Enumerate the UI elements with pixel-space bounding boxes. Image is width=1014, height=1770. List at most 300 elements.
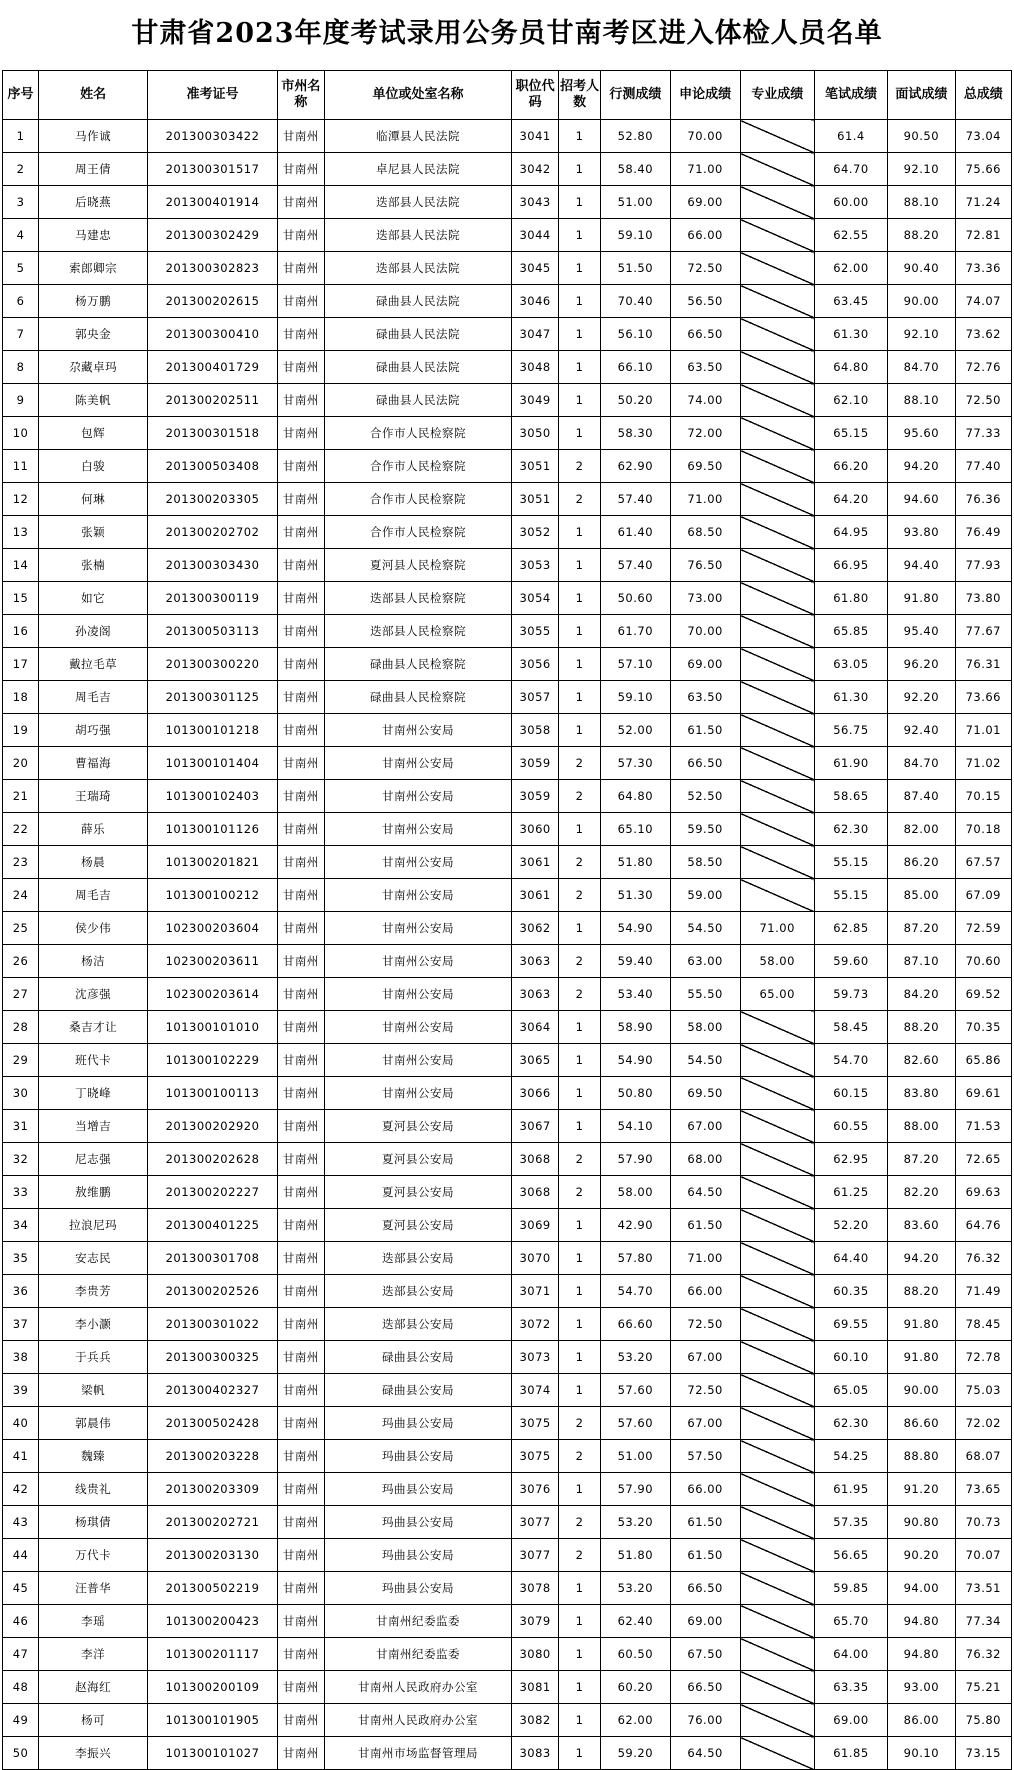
written-score-cell: 62.30 <box>814 1407 887 1440</box>
interview-score-cell: 91.80 <box>888 1341 956 1374</box>
major-score-empty-cell <box>740 813 814 846</box>
major-score-empty-cell <box>740 582 814 615</box>
quota-cell: 1 <box>559 1341 601 1374</box>
city-cell: 甘南州 <box>277 384 324 417</box>
total-score-cell: 64.76 <box>955 1209 1011 1242</box>
xingce-score-cell: 58.40 <box>600 153 670 186</box>
table-row <box>3 945 1012 978</box>
unit-cell: 迭部县人民检察院 <box>325 615 512 648</box>
interview-score-cell: 84.70 <box>888 747 956 780</box>
quota-cell: 1 <box>559 1671 601 1704</box>
written-score-cell: 61.95 <box>814 1473 887 1506</box>
name-cell: 曹福海 <box>39 747 148 780</box>
city-cell: 甘南州 <box>277 912 324 945</box>
xingce-score-cell: 42.90 <box>600 1209 670 1242</box>
xingce-score-cell: 57.80 <box>600 1242 670 1275</box>
interview-score-cell: 88.20 <box>888 1011 956 1044</box>
table-row <box>3 846 1012 879</box>
quota-cell: 1 <box>559 1209 601 1242</box>
total-score-cell: 71.49 <box>955 1275 1011 1308</box>
position-code-cell: 3053 <box>511 549 558 582</box>
shenlun-score-cell: 70.00 <box>670 120 740 153</box>
position-code-cell: 3055 <box>511 615 558 648</box>
written-score-cell: 55.15 <box>814 879 887 912</box>
quota-cell: 1 <box>559 219 601 252</box>
xingce-score-cell: 51.00 <box>600 186 670 219</box>
exam-id-cell: 201300202227 <box>148 1176 278 1209</box>
total-score-cell: 72.50 <box>955 384 1011 417</box>
quota-cell: 1 <box>559 153 601 186</box>
shenlun-score-cell: 71.00 <box>670 483 740 516</box>
major-score-empty-cell <box>740 120 814 153</box>
shenlun-score-cell: 55.50 <box>670 978 740 1011</box>
position-code-cell: 3058 <box>511 714 558 747</box>
written-score-cell: 59.85 <box>814 1572 887 1605</box>
city-cell: 甘南州 <box>277 516 324 549</box>
quota-cell: 1 <box>559 252 601 285</box>
position-code-cell: 3041 <box>511 120 558 153</box>
exam-id-cell: 201300502219 <box>148 1572 278 1605</box>
shenlun-score-cell: 58.00 <box>670 1011 740 1044</box>
table-row <box>3 1605 1012 1638</box>
position-code-cell: 3052 <box>511 516 558 549</box>
quota-cell: 1 <box>559 1044 601 1077</box>
table-row <box>3 1308 1012 1341</box>
seq-cell: 7 <box>3 318 39 351</box>
quota-cell: 1 <box>559 549 601 582</box>
unit-cell: 夏河县公安局 <box>325 1209 512 1242</box>
name-cell: 杨琪倩 <box>39 1506 148 1539</box>
table-row <box>3 1077 1012 1110</box>
exam-id-cell: 101300201117 <box>148 1638 278 1671</box>
total-score-cell: 72.81 <box>955 219 1011 252</box>
name-cell: 于兵兵 <box>39 1341 148 1374</box>
interview-score-cell: 92.20 <box>888 681 956 714</box>
total-score-cell: 76.32 <box>955 1638 1011 1671</box>
table-row <box>3 1440 1012 1473</box>
total-score-cell: 70.73 <box>955 1506 1011 1539</box>
position-code-cell: 3050 <box>511 417 558 450</box>
unit-cell: 迭部县人民法院 <box>325 219 512 252</box>
total-score-cell: 71.01 <box>955 714 1011 747</box>
interview-score-cell: 91.80 <box>888 582 956 615</box>
major-score-empty-cell <box>740 747 814 780</box>
name-cell: 赵海红 <box>39 1671 148 1704</box>
major-score-empty-cell <box>740 780 814 813</box>
seq-cell: 42 <box>3 1473 39 1506</box>
written-score-cell: 64.20 <box>814 483 887 516</box>
seq-cell: 45 <box>3 1572 39 1605</box>
major-score-empty-cell <box>740 1143 814 1176</box>
total-score-cell: 77.93 <box>955 549 1011 582</box>
exam-id-cell: 201300202920 <box>148 1110 278 1143</box>
shenlun-score-cell: 67.00 <box>670 1407 740 1440</box>
quota-cell: 2 <box>559 846 601 879</box>
name-cell: 当增吉 <box>39 1110 148 1143</box>
table-row <box>3 1275 1012 1308</box>
quota-cell: 1 <box>559 417 601 450</box>
exam-id-cell: 201300300220 <box>148 648 278 681</box>
interview-score-cell: 95.60 <box>888 417 956 450</box>
xingce-score-cell: 58.30 <box>600 417 670 450</box>
interview-score-cell: 93.00 <box>888 1671 956 1704</box>
major-score-empty-cell <box>740 1704 814 1737</box>
shenlun-score-cell: 66.00 <box>670 1473 740 1506</box>
position-code-cell: 3047 <box>511 318 558 351</box>
unit-cell: 甘南州公安局 <box>325 780 512 813</box>
written-score-cell: 61.4 <box>814 120 887 153</box>
unit-cell: 夏河县公安局 <box>325 1143 512 1176</box>
total-score-cell: 72.65 <box>955 1143 1011 1176</box>
quota-cell: 1 <box>559 648 601 681</box>
shenlun-score-cell: 71.00 <box>670 1242 740 1275</box>
city-cell: 甘南州 <box>277 1374 324 1407</box>
xingce-score-cell: 57.30 <box>600 747 670 780</box>
city-cell: 甘南州 <box>277 945 324 978</box>
exam-id-cell: 201300202628 <box>148 1143 278 1176</box>
city-cell: 甘南州 <box>277 1506 324 1539</box>
seq-cell: 30 <box>3 1077 39 1110</box>
seq-cell: 8 <box>3 351 39 384</box>
city-cell: 甘南州 <box>277 120 324 153</box>
total-score-cell: 69.61 <box>955 1077 1011 1110</box>
written-score-cell: 61.30 <box>814 681 887 714</box>
name-cell: 杨可 <box>39 1704 148 1737</box>
exam-id-cell: 201300202615 <box>148 285 278 318</box>
total-score-cell: 71.24 <box>955 186 1011 219</box>
written-score-cell: 69.55 <box>814 1308 887 1341</box>
exam-id-cell: 201300502428 <box>148 1407 278 1440</box>
total-score-cell: 77.40 <box>955 450 1011 483</box>
major-score-empty-cell <box>740 615 814 648</box>
unit-cell: 迭部县人民检察院 <box>325 582 512 615</box>
written-score-cell: 63.35 <box>814 1671 887 1704</box>
shenlun-score-cell: 66.00 <box>670 1275 740 1308</box>
exam-id-cell: 201300401729 <box>148 351 278 384</box>
total-score-cell: 65.86 <box>955 1044 1011 1077</box>
seq-cell: 24 <box>3 879 39 912</box>
seq-cell: 16 <box>3 615 39 648</box>
interview-score-cell: 82.20 <box>888 1176 956 1209</box>
major-score-empty-cell <box>740 516 814 549</box>
shenlun-score-cell: 61.50 <box>670 1209 740 1242</box>
name-cell: 敖维鹏 <box>39 1176 148 1209</box>
position-code-cell: 3073 <box>511 1341 558 1374</box>
name-cell: 班代卡 <box>39 1044 148 1077</box>
interview-score-cell: 90.40 <box>888 252 956 285</box>
position-code-cell: 3059 <box>511 780 558 813</box>
city-cell: 甘南州 <box>277 747 324 780</box>
written-score-cell: 60.10 <box>814 1341 887 1374</box>
shenlun-score-cell: 66.50 <box>670 1671 740 1704</box>
quota-cell: 2 <box>559 1539 601 1572</box>
position-code-cell: 3077 <box>511 1506 558 1539</box>
table-row <box>3 318 1012 351</box>
city-cell: 甘南州 <box>277 978 324 1011</box>
total-score-cell: 76.36 <box>955 483 1011 516</box>
unit-cell: 甘南州公安局 <box>325 1044 512 1077</box>
table-row <box>3 1539 1012 1572</box>
xingce-score-cell: 53.20 <box>600 1572 670 1605</box>
shenlun-score-cell: 61.50 <box>670 714 740 747</box>
written-score-cell: 62.10 <box>814 384 887 417</box>
interview-score-cell: 90.00 <box>888 285 956 318</box>
quota-cell: 2 <box>559 747 601 780</box>
total-score-cell: 73.36 <box>955 252 1011 285</box>
name-cell: 戴拉毛草 <box>39 648 148 681</box>
written-score-cell: 59.60 <box>814 945 887 978</box>
name-cell: 周毛吉 <box>39 681 148 714</box>
name-cell: 薛乐 <box>39 813 148 846</box>
table-row <box>3 483 1012 516</box>
written-score-cell: 62.55 <box>814 219 887 252</box>
position-code-cell: 3069 <box>511 1209 558 1242</box>
city-cell: 甘南州 <box>277 1242 324 1275</box>
city-cell: 甘南州 <box>277 1638 324 1671</box>
shenlun-score-cell: 67.00 <box>670 1110 740 1143</box>
written-score-cell: 56.75 <box>814 714 887 747</box>
shenlun-score-cell: 72.50 <box>670 252 740 285</box>
interview-score-cell: 82.60 <box>888 1044 956 1077</box>
exam-id-cell: 201300203228 <box>148 1440 278 1473</box>
shenlun-score-cell: 54.50 <box>670 912 740 945</box>
city-cell: 甘南州 <box>277 714 324 747</box>
table-row <box>3 153 1012 186</box>
written-score-cell: 55.15 <box>814 846 887 879</box>
xingce-score-cell: 53.40 <box>600 978 670 1011</box>
name-cell: 王瑞琦 <box>39 780 148 813</box>
quota-cell: 1 <box>559 186 601 219</box>
seq-cell: 1 <box>3 120 39 153</box>
shenlun-score-cell: 57.50 <box>670 1440 740 1473</box>
interview-score-cell: 95.40 <box>888 615 956 648</box>
seq-cell: 34 <box>3 1209 39 1242</box>
table-row <box>3 1044 1012 1077</box>
city-cell: 甘南州 <box>277 1308 324 1341</box>
quota-cell: 2 <box>559 978 601 1011</box>
unit-cell: 碌曲县公安局 <box>325 1374 512 1407</box>
seq-cell: 2 <box>3 153 39 186</box>
total-score-cell: 71.02 <box>955 747 1011 780</box>
exam-id-cell: 101300101404 <box>148 747 278 780</box>
name-cell: 线贵礼 <box>39 1473 148 1506</box>
total-score-cell: 73.62 <box>955 318 1011 351</box>
unit-cell: 玛曲县公安局 <box>325 1506 512 1539</box>
name-cell: 杨晨 <box>39 846 148 879</box>
major-score-empty-cell <box>740 1011 814 1044</box>
interview-score-cell: 92.40 <box>888 714 956 747</box>
xingce-score-cell: 57.40 <box>600 549 670 582</box>
interview-score-cell: 90.10 <box>888 1737 956 1770</box>
seq-cell: 40 <box>3 1407 39 1440</box>
name-cell: 魏臻 <box>39 1440 148 1473</box>
city-cell: 甘南州 <box>277 219 324 252</box>
seq-cell: 19 <box>3 714 39 747</box>
written-score-cell: 65.85 <box>814 615 887 648</box>
interview-score-cell: 93.80 <box>888 516 956 549</box>
name-cell: 李小灏 <box>39 1308 148 1341</box>
exam-id-cell: 201300202526 <box>148 1275 278 1308</box>
major-score-empty-cell <box>740 219 814 252</box>
total-score-cell: 76.31 <box>955 648 1011 681</box>
major-score-empty-cell <box>740 648 814 681</box>
unit-cell: 甘南州纪委监委 <box>325 1638 512 1671</box>
written-score-cell: 64.80 <box>814 351 887 384</box>
major-score-empty-cell <box>740 1110 814 1143</box>
name-cell: 拉浪尼玛 <box>39 1209 148 1242</box>
table-row <box>3 1407 1012 1440</box>
seq-cell: 35 <box>3 1242 39 1275</box>
xingce-score-cell: 51.50 <box>600 252 670 285</box>
total-score-cell: 72.76 <box>955 351 1011 384</box>
table-row <box>3 615 1012 648</box>
major-score-empty-cell <box>740 1407 814 1440</box>
quota-cell: 2 <box>559 1176 601 1209</box>
position-code-cell: 3048 <box>511 351 558 384</box>
interview-score-cell: 87.20 <box>888 1143 956 1176</box>
exam-id-cell: 101300100212 <box>148 879 278 912</box>
city-cell: 甘南州 <box>277 1176 324 1209</box>
quota-cell: 1 <box>559 285 601 318</box>
shenlun-score-cell: 63.00 <box>670 945 740 978</box>
position-code-cell: 3081 <box>511 1671 558 1704</box>
position-code-cell: 3075 <box>511 1407 558 1440</box>
shenlun-score-cell: 61.50 <box>670 1506 740 1539</box>
interview-score-cell: 94.60 <box>888 483 956 516</box>
seq-cell: 36 <box>3 1275 39 1308</box>
unit-cell: 甘南州公安局 <box>325 1011 512 1044</box>
shenlun-score-cell: 63.50 <box>670 351 740 384</box>
name-cell: 郭央金 <box>39 318 148 351</box>
position-code-cell: 3072 <box>511 1308 558 1341</box>
unit-cell: 夏河县人民检察院 <box>325 549 512 582</box>
shenlun-score-cell: 59.00 <box>670 879 740 912</box>
xingce-score-cell: 52.00 <box>600 714 670 747</box>
name-cell: 孙凌阁 <box>39 615 148 648</box>
unit-cell: 夏河县公安局 <box>325 1110 512 1143</box>
total-score-cell: 78.45 <box>955 1308 1011 1341</box>
city-cell: 甘南州 <box>277 153 324 186</box>
xingce-score-cell: 58.90 <box>600 1011 670 1044</box>
table-row <box>3 681 1012 714</box>
major-score-empty-cell <box>740 450 814 483</box>
unit-cell: 碌曲县人民法院 <box>325 384 512 417</box>
seq-cell: 6 <box>3 285 39 318</box>
exam-id-cell: 102300203614 <box>148 978 278 1011</box>
city-cell: 甘南州 <box>277 252 324 285</box>
position-code-cell: 3068 <box>511 1143 558 1176</box>
written-score-cell: 65.15 <box>814 417 887 450</box>
xingce-score-cell: 60.50 <box>600 1638 670 1671</box>
table-row <box>3 1110 1012 1143</box>
unit-cell: 碌曲县人民法院 <box>325 318 512 351</box>
name-cell: 尼志强 <box>39 1143 148 1176</box>
written-score-cell: 58.45 <box>814 1011 887 1044</box>
written-score-cell: 61.30 <box>814 318 887 351</box>
unit-cell: 迭部县人民法院 <box>325 186 512 219</box>
header-cell: 总成绩 <box>955 71 1011 120</box>
seq-cell: 11 <box>3 450 39 483</box>
table-row <box>3 252 1012 285</box>
major-score-empty-cell <box>740 1275 814 1308</box>
written-score-cell: 63.05 <box>814 648 887 681</box>
seq-cell: 14 <box>3 549 39 582</box>
major-score-empty-cell <box>740 153 814 186</box>
name-cell: 李洋 <box>39 1638 148 1671</box>
city-cell: 甘南州 <box>277 681 324 714</box>
table-row <box>3 1473 1012 1506</box>
table-row <box>3 1506 1012 1539</box>
xingce-score-cell: 57.90 <box>600 1143 670 1176</box>
shenlun-score-cell: 58.50 <box>670 846 740 879</box>
position-code-cell: 3061 <box>511 846 558 879</box>
quota-cell: 1 <box>559 1242 601 1275</box>
exam-id-cell: 101300200109 <box>148 1671 278 1704</box>
interview-score-cell: 86.00 <box>888 1704 956 1737</box>
unit-cell: 玛曲县公安局 <box>325 1407 512 1440</box>
seq-cell: 38 <box>3 1341 39 1374</box>
header-cell: 准考证号 <box>148 71 278 120</box>
header-cell: 姓名 <box>39 71 148 120</box>
table-row <box>3 1209 1012 1242</box>
unit-cell: 甘南州公安局 <box>325 846 512 879</box>
unit-cell: 甘南州公安局 <box>325 714 512 747</box>
quota-cell: 1 <box>559 681 601 714</box>
position-code-cell: 3057 <box>511 681 558 714</box>
total-score-cell: 70.60 <box>955 945 1011 978</box>
quota-cell: 1 <box>559 351 601 384</box>
position-code-cell: 3054 <box>511 582 558 615</box>
unit-cell: 甘南州公安局 <box>325 747 512 780</box>
seq-cell: 18 <box>3 681 39 714</box>
city-cell: 甘南州 <box>277 1110 324 1143</box>
quota-cell: 1 <box>559 1110 601 1143</box>
major-score-empty-cell <box>740 1242 814 1275</box>
name-cell: 李贵芳 <box>39 1275 148 1308</box>
interview-score-cell: 94.40 <box>888 549 956 582</box>
total-score-cell: 76.32 <box>955 1242 1011 1275</box>
exam-id-cell: 101300102403 <box>148 780 278 813</box>
header-row <box>3 71 1012 120</box>
seq-cell: 37 <box>3 1308 39 1341</box>
seq-cell: 41 <box>3 1440 39 1473</box>
position-code-cell: 3060 <box>511 813 558 846</box>
seq-cell: 13 <box>3 516 39 549</box>
city-cell: 甘南州 <box>277 813 324 846</box>
name-cell: 郭晨伟 <box>39 1407 148 1440</box>
shenlun-score-cell: 72.50 <box>670 1374 740 1407</box>
table-row <box>3 351 1012 384</box>
major-score-empty-cell <box>740 186 814 219</box>
shenlun-score-cell: 61.50 <box>670 1539 740 1572</box>
xingce-score-cell: 57.40 <box>600 483 670 516</box>
shenlun-score-cell: 69.00 <box>670 648 740 681</box>
name-cell: 梁帆 <box>39 1374 148 1407</box>
city-cell: 甘南州 <box>277 318 324 351</box>
seq-cell: 44 <box>3 1539 39 1572</box>
city-cell: 甘南州 <box>277 285 324 318</box>
position-code-cell: 3074 <box>511 1374 558 1407</box>
total-score-cell: 73.04 <box>955 120 1011 153</box>
position-code-cell: 3062 <box>511 912 558 945</box>
exam-id-cell: 201300301517 <box>148 153 278 186</box>
quota-cell: 2 <box>559 1407 601 1440</box>
city-cell: 甘南州 <box>277 1572 324 1605</box>
seq-cell: 49 <box>3 1704 39 1737</box>
city-cell: 甘南州 <box>277 1539 324 1572</box>
major-score-empty-cell <box>740 417 814 450</box>
position-code-cell: 3051 <box>511 450 558 483</box>
